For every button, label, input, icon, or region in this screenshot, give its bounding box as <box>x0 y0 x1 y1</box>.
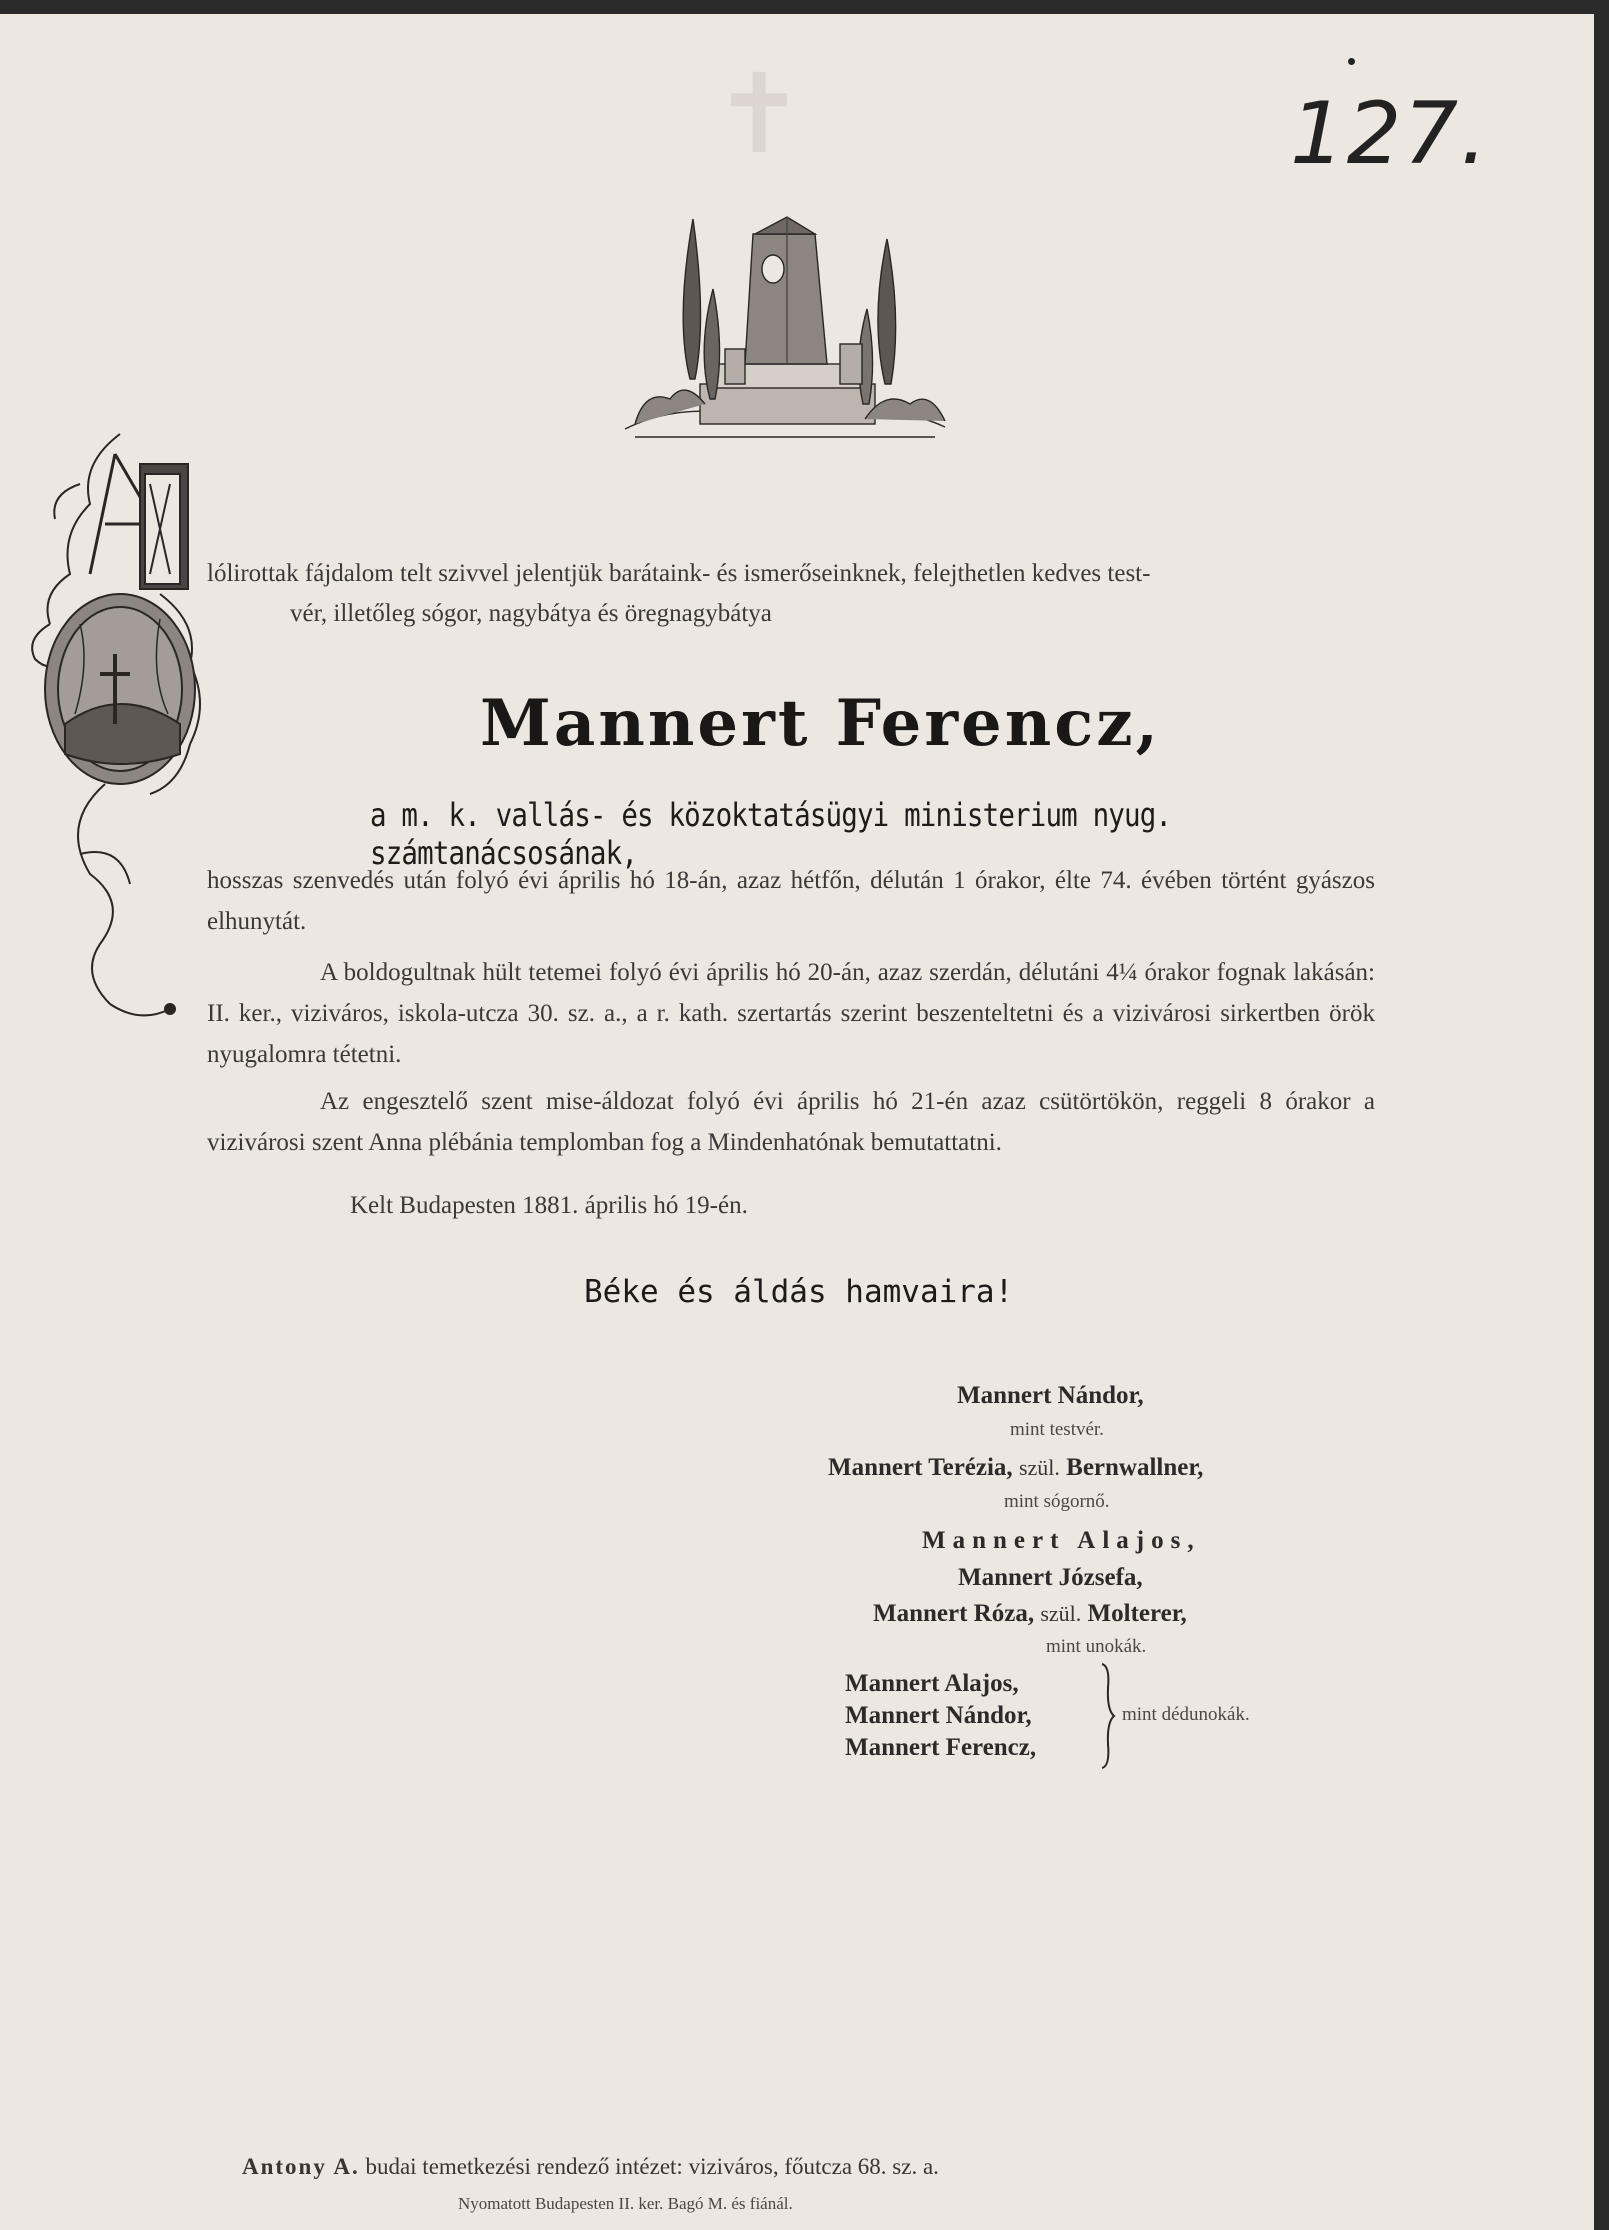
paragraph-death: hosszas szenvedés után folyó évi április hó 18-án, azaz hétfőn, délután 1 órakor, élte 74. évében történt gyászos elhunytát. <box>207 867 1375 935</box>
mourner-5-birth: szül. <box>1040 1601 1082 1626</box>
deceased-name: Mannert Ferencz, <box>480 686 1161 761</box>
mourner-2-name: Mannert Terézia, <box>828 1454 1013 1481</box>
cross-icon: ✝ <box>713 50 806 178</box>
paragraph-funeral: A boldogultnak hült tetemei folyó évi április hó 20-án, azaz szerdán, délutáni 4¼ órakor fognak lakásán: II. ker., viziváros, iskola-utcza 30. sz. a., a r. kath. szertartás szerint beszenteltetni és a vizivárosi sirkertben örök nyugalomra tétetni. <box>207 959 1375 1068</box>
undertaker-line <box>242 2154 939 2180</box>
tomb-engraving-icon <box>615 199 955 449</box>
intro-line-2: vér, illetőleg sógor, nagybátya és öregnagybátya <box>290 600 772 627</box>
mourner-2-maiden: Bernwallner, <box>1066 1454 1204 1481</box>
mourner-2-line <box>828 1454 1203 1482</box>
greatgrandchild-3: Mannert Ferencz, <box>845 1734 1037 1761</box>
document-page <box>0 14 1594 2230</box>
mourner-3-name: Mannert Alajos, <box>922 1527 1201 1554</box>
undertaker-name: Antony A. <box>242 2154 360 2179</box>
dated-line: Kelt Budapesten 1881. április hó 19-én. <box>350 1192 748 1219</box>
intro-line-1: lólirottak fájdalom telt szivvel jelentjük barátaink- és ismerőseinknek, felejthetlen kedves test- <box>207 560 1151 587</box>
mourner-2-role: mint sógornő. <box>1004 1491 1110 1512</box>
mourner-4-name: Mannert Józsefa, <box>958 1564 1143 1591</box>
ink-dot <box>1348 58 1355 65</box>
right-brace-icon <box>1098 1662 1118 1770</box>
mourner-5-name: Mannert Róza, <box>873 1600 1035 1627</box>
grandchildren-role: mint unokák. <box>1046 1636 1147 1657</box>
greatgrandchild-2: Mannert Nándor, <box>845 1702 1032 1729</box>
mourner-5-line <box>873 1600 1187 1628</box>
greatgrandchildren-role: mint dédunokák. <box>1122 1704 1250 1725</box>
mourner-1-name: Mannert Nándor, <box>957 1382 1144 1409</box>
page-number: 127. <box>1290 84 1490 184</box>
greatgrandchild-1: Mannert Alajos, <box>845 1670 1019 1697</box>
paragraph-mass: Az engesztelő szent mise-áldozat folyó évi április hó 21-én azaz csütörtökön, reggeli 8 órakor a vizivárosi szent Anna plébánia templomban fog a Mindenhatónak bemutattatni. <box>207 1088 1375 1156</box>
ornamental-initial-a-icon <box>20 424 220 1024</box>
undertaker-details: budai temetkezési rendező intézet: viziváros, főutcza 68. sz. a. <box>365 2154 939 2179</box>
mourner-5-maiden: Molterer, <box>1087 1600 1187 1627</box>
deceased-title: a m. k. vallás- és közoktatásügyi ministerium nyug. számtanácsosának, <box>370 796 1172 872</box>
mourner-1-role: mint testvér. <box>1010 1419 1104 1440</box>
blessing: Béke és áldás hamvaira! <box>584 1274 1014 1310</box>
printer-line: Nyomatott Budapesten II. ker. Bagó M. és fiánál. <box>458 2194 793 2213</box>
mourner-2-birth: szül. <box>1018 1455 1060 1480</box>
